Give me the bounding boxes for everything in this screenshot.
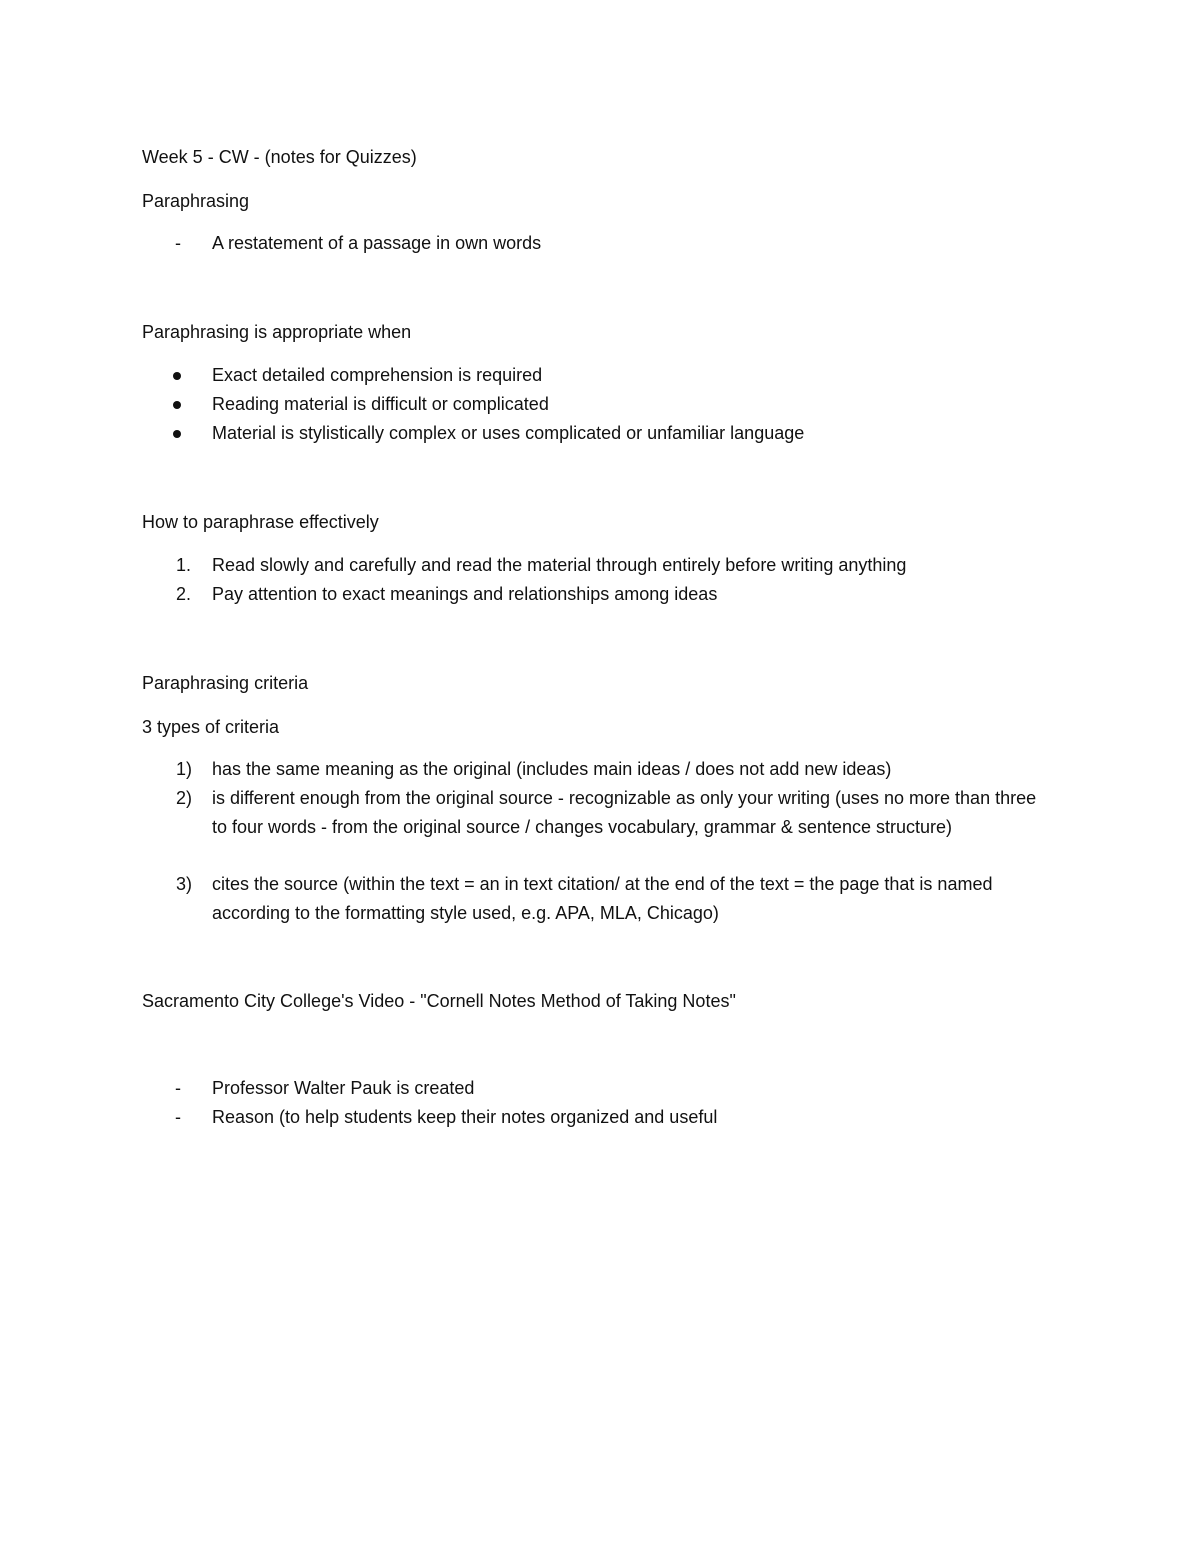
list-number: 3) [176,874,193,894]
section-heading-paraphrasing: Paraphrasing [142,191,250,211]
list-item-text: cites the source (within the text = an in text citation/ at the end of the text = the page that is named according to the formatting style used, e.g. APA, MLA, Chicago) [212,874,993,923]
list-item-text: Pay attention to exact meanings and relationships among ideas [212,584,718,604]
list-number: 1. [176,555,192,575]
bullet-icon [173,401,181,409]
list-item-text: Material is stylistically complex or uses complicated or unfamiliar language [212,423,805,443]
section-subheading-criteria: 3 types of criteria [142,717,280,737]
list-item-text: Reading material is difficult or complicated [212,394,549,414]
document-title: Week 5 - CW - (notes for Quizzes) [142,147,417,167]
bullet-icon [173,372,181,380]
list-item-text: is different enough from the original source - recognizable as only your writing (uses no more than three to four words - from the original source / changes vocabulary, grammar & sentence structure) [212,788,1037,837]
section-heading-video: Sacramento City College's Video - "Cornell Notes Method of Taking Notes" [142,991,736,1011]
dash-marker: - [175,233,181,253]
dash-marker: - [175,1107,181,1127]
list-item-text: has the same meaning as the original (includes main ideas / does not add new ideas) [212,759,892,779]
list-number: 2) [176,788,193,808]
list-item-text: Read slowly and carefully and read the material through entirely before writing anything [212,555,907,575]
section-heading-how-to: How to paraphrase effectively [142,512,379,532]
section-heading-appropriate: Paraphrasing is appropriate when [142,322,412,342]
list-item-text: Exact detailed comprehension is required [212,365,543,385]
list-item-text: Reason (to help students keep their notes organized and useful [212,1107,718,1127]
list-item-text: A restatement of a passage in own words [212,233,542,253]
list-number: 1) [176,759,193,779]
dash-marker: - [175,1078,181,1098]
bullet-icon [173,430,181,438]
list-item-text: Professor Walter Pauk is created [212,1078,475,1098]
section-heading-criteria: Paraphrasing criteria [142,673,309,693]
list-number: 2. [176,584,192,604]
